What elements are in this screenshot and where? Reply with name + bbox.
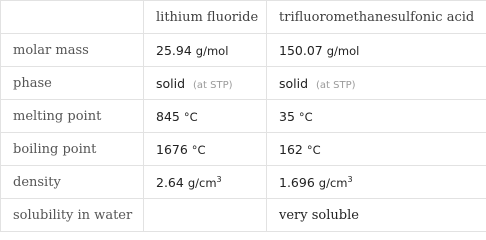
condition-note: (at STP) [316, 79, 356, 91]
value: 1676 [156, 141, 188, 157]
value-cell [144, 133, 267, 166]
value-cell [144, 166, 267, 199]
value-cell: very soluble [267, 199, 486, 232]
unit: °C [298, 109, 313, 124]
condition-note: (at STP) [193, 79, 233, 91]
unit: °C [191, 142, 206, 157]
value-cell [267, 133, 486, 166]
row-phase [1, 67, 486, 100]
unit: g/mol [326, 43, 360, 58]
row-label: molar mass [1, 34, 144, 67]
unit: °C [183, 109, 198, 124]
row-melting-point [1, 100, 486, 133]
row-label: melting point [1, 100, 144, 133]
value: 35 [279, 108, 295, 124]
value: 25.94 [156, 42, 192, 58]
value: solid [156, 75, 186, 91]
value-cell [144, 100, 267, 133]
value: 162 [279, 141, 303, 157]
value-cell [267, 100, 486, 133]
row-molar-mass [1, 34, 486, 67]
header-trifluoromethanesulfonic-acid: trifluoromethanesulfonic acid [267, 1, 486, 34]
value-cell-empty [144, 199, 267, 232]
value-cell [144, 34, 267, 67]
value-cell [267, 34, 486, 67]
value-cell [144, 67, 267, 100]
unit: g/cm [187, 175, 217, 190]
unit-exponent: 3 [216, 174, 222, 184]
row-label: phase [1, 67, 144, 100]
value-cell [267, 166, 486, 199]
header-lithium-fluoride: lithium fluoride [144, 1, 267, 34]
value: 2.64 [156, 174, 184, 190]
value: 150.07 [279, 42, 323, 58]
value: 845 [156, 108, 180, 124]
header-empty-cell [1, 1, 144, 34]
unit: °C [306, 142, 321, 157]
unit-exponent: 3 [347, 174, 353, 184]
row-boiling-point [1, 133, 486, 166]
row-solubility-in-water [1, 199, 486, 232]
unit: g/cm [318, 175, 348, 190]
row-label: solubility in water [1, 199, 144, 232]
row-label: density [1, 166, 144, 199]
header-row [1, 1, 486, 34]
value: 1.696 [279, 174, 315, 190]
value: solid [279, 75, 309, 91]
row-density [1, 166, 486, 199]
value-cell [267, 67, 486, 100]
unit: g/mol [195, 43, 229, 58]
row-label: boiling point [1, 133, 144, 166]
